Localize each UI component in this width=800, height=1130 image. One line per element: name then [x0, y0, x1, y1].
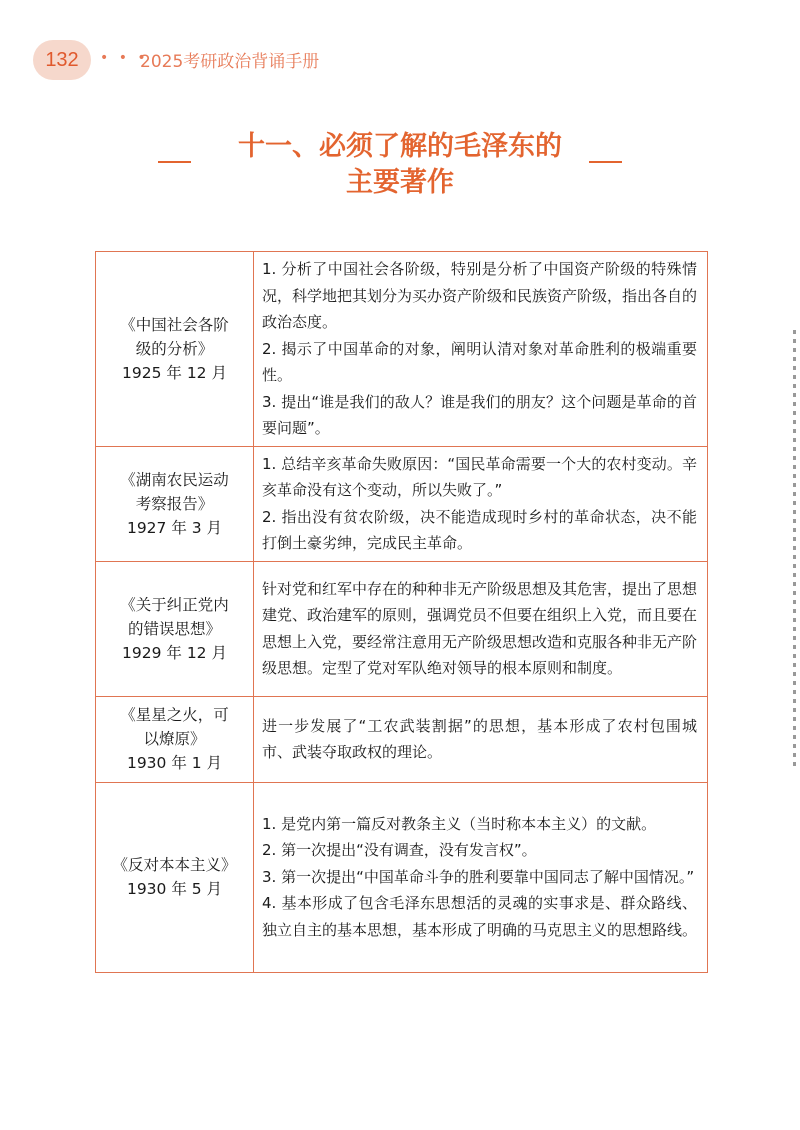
work-point: 2. 第一次提出“没有调查，没有发言权”。 — [262, 841, 537, 860]
section-title — [0, 130, 800, 200]
work-name-line: 《湖南农民运动 — [120, 470, 229, 489]
work-name-line: 《反对本本主义》 — [112, 856, 237, 874]
page-header — [0, 38, 800, 82]
work-point: 4. 基本形成了包含毛泽东思想活的灵魂的实事求是、群众路线、独立自主的基本思想，基本形成了明确的马克思主义的思想路线。 — [262, 894, 698, 939]
work-point: 2. 揭示了中国革命的对象，阐明认清对象对革命胜利的极端重要性。 — [262, 339, 697, 384]
table-row — [96, 561, 708, 696]
work-name-line: 《星星之火，可 — [120, 706, 229, 724]
work-description-cell — [254, 561, 708, 696]
work-name-line: 《中国社会各阶 — [120, 315, 229, 334]
work-title-cell — [96, 696, 254, 782]
page-number: 132 — [33, 40, 91, 80]
work-date: 1930 年 5 月 — [126, 880, 223, 898]
work-point: 1. 是党内第一篇反对教条主义（当时称本本主义）的文献。 — [262, 814, 657, 833]
work-point: 进一步发展了“工农武装割据”的思想，基本形成了农村包围城市、武装夺取政权的理论。 — [262, 716, 697, 761]
work-name-line: 级的分析》 — [135, 339, 214, 358]
table-row — [96, 696, 708, 782]
work-date: 1925 年 12 月 — [122, 363, 227, 382]
work-point: 1. 分析了中国社会各阶级，特别是分析了中国资产阶级的特殊情况，科学地把其划分为买办资产阶级和民族资产阶级，指出各自的政治态度。 — [262, 260, 698, 331]
work-description-cell — [254, 252, 708, 447]
work-name-line: 以燎原》 — [143, 730, 206, 748]
work-point: 1. 总结辛亥革命失败原因：“国民革命需要一个大的农村变动。辛亥革命没有这个变动，所以失败了。” — [262, 454, 697, 499]
book-title: 2025考研政治背诵手册 — [140, 52, 320, 72]
work-date: 1929 年 12 月 — [122, 643, 227, 662]
work-date: 1927 年 3 月 — [126, 518, 223, 537]
header-dots: • • • — [100, 50, 149, 66]
work-name-line: 的错误思想》 — [127, 619, 221, 638]
work-point: 3. 第一次提出“中国革命斗争的胜利要靠中国同志了解中国情况。” — [262, 867, 695, 886]
work-description-cell — [254, 446, 708, 561]
work-description-cell — [254, 782, 708, 972]
binding-edge — [793, 330, 796, 770]
work-date: 1930 年 1 月 — [126, 754, 223, 772]
work-name-line: 《关于纠正党内 — [120, 595, 229, 614]
table-row — [96, 252, 708, 447]
work-description-cell — [254, 696, 708, 782]
work-point: 针对党和红军中存在的种种非无产阶级思想及其危害，提出了思想建党、政治建军的原则，强调党员不但要在组织上入党，而且要在思想上入党，要经常注意用无产阶级思想改造和克服各种非无产阶级思想。定型了党对军队绝对领导的根本原则和制度。 — [262, 579, 698, 677]
work-title-cell — [96, 252, 254, 447]
work-title-cell — [96, 446, 254, 561]
table-row — [96, 446, 708, 561]
works-table — [95, 251, 708, 973]
section-title-line1: 十一、必须了解的毛泽东的 — [238, 131, 562, 162]
work-point: 2. 指出没有贫农阶级，决不能造成现时乡村的革命状态，决不能打倒土豪劣绅，完成民主革命。 — [262, 507, 697, 552]
table-row — [96, 782, 708, 972]
work-name-line: 考察报告》 — [135, 494, 214, 513]
work-title-cell — [96, 782, 254, 972]
work-title-cell — [96, 561, 254, 696]
work-point: 3. 提出“谁是我们的敌人？谁是我们的朋友？这个问题是革命的首要问题”。 — [262, 392, 697, 437]
section-title-line2: 主要著作 — [346, 167, 454, 198]
